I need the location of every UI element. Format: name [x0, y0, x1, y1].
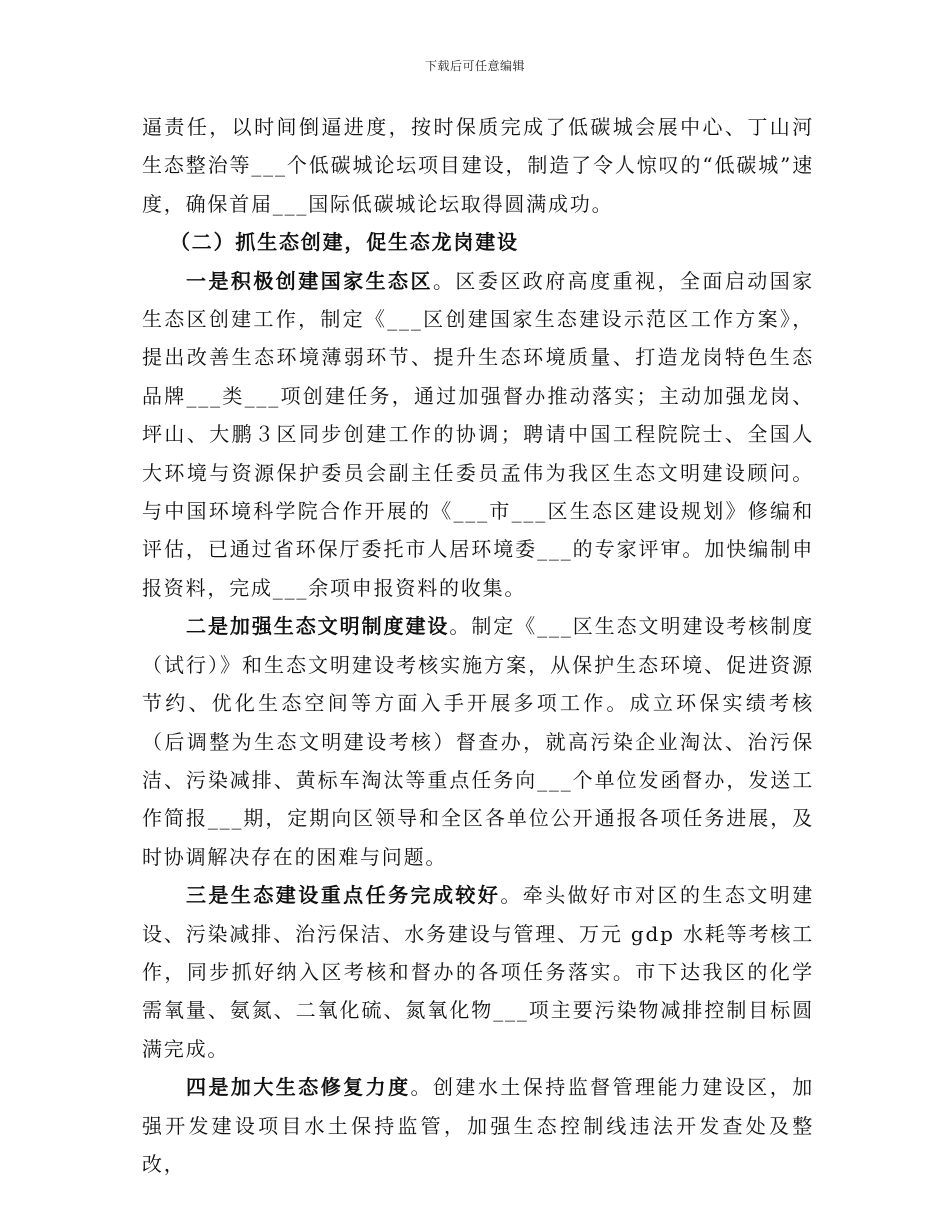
paragraph-4-text: 。创建水土保持监督管理能力建设区，加强开发建设项目水土保持监管，加强生态控制线违法开发查处及整改， [142, 1075, 815, 1176]
paragraph-3-lead: 三是生态建设重点任务完成较好 [186, 883, 501, 908]
paragraph-4-lead: 四是加大生态修复力度 [186, 1075, 411, 1100]
paragraph-4 [142, 1068, 814, 1183]
paragraph-3 [142, 876, 814, 1068]
paragraph-1-text: 。区委区政府高度重视，全面启动国家生态区创建工作，制定《___区创建国家生态建设示范区工作方案》，提出改善生态环境薄弱环节、提升生态环境质量、打造龙岗特色生态品牌___类___项创建任务，通过加强督办推动落实；主动加强龙岗、坪山、大鹏３区同步创建工作的协调；聘请中国工程院院士、全国人大环境与资源保护委员会副主任委员孟伟为我区生态文明建设顾问。与中国环境科学院合作开展的《___市___区生态区建设规划》修编和评估，已通过省环保厅委托市人居环境委___的专家评审。加快编制申报资料，完成___余项申报资料的收集。 [142, 268, 814, 600]
page-header: 下载后可任意编辑 [424, 59, 525, 73]
paragraph-1-lead: 一是积极创建国家生态区 [186, 268, 433, 293]
document-body [142, 108, 814, 1183]
paragraph-1 [142, 262, 814, 608]
paragraph-2-text: 。制定《___区生态文明建设考核制度（试行）》和生态文明建设考核实施方案，从保护生态环境、促进资源节约、优化生态空间等方面入手开展多项工作。成立环保实绩考核（后调整为生态文明建设考核）督查办，就高污染企业淘汰、治污保洁、污染减排、黄标车淘汰等重点任务向___个单位发函督办，发送工作简报___期，定期向区领导和全区各单位公开通报各项任务进展，及时协调解决存在的困难与问题。 [142, 614, 814, 869]
paragraph-2 [142, 607, 814, 876]
paragraph-continued: 逼责任，以时间倒逼进度，按时保质完成了低碳城会展中心、丁山河生态整治等___个低碳城论坛项目建设，制造了令人惊叹的“低碳城”速度，确保首届___国际低碳城论坛取得圆满成功。 [142, 115, 814, 216]
section-heading: （二）抓生态创建，促生态龙岗建设 [170, 230, 519, 255]
paragraph-2-lead: 二是加强生态文明制度建设 [186, 614, 450, 639]
paragraph-3-text: 。牵头做好市对区的生态文明建设、污染减排、治污保洁、水务建设与管理、万元 gdp 水耗等考核工作，同步抓好纳入区考核和督办的各项任务落实。市下达我区的化学需氧量、氨氮、二氧化硫、氮氧化物___项主要污染物减排控制目标圆满完成。 [142, 883, 814, 1061]
